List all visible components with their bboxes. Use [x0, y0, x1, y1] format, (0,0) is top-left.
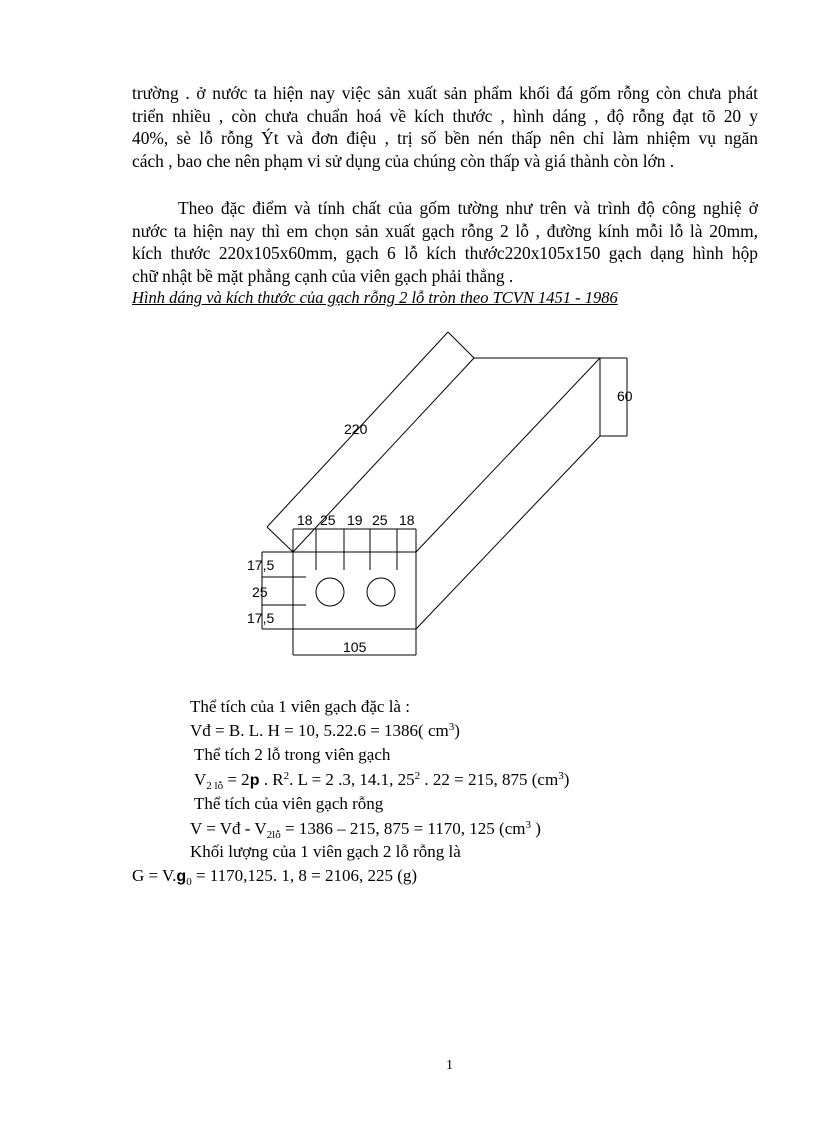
- calc-text: ): [530, 819, 541, 838]
- label-105: 105: [343, 639, 367, 655]
- gamma-symbol: g: [176, 868, 187, 885]
- label-side-dim: 17,5: [247, 610, 275, 626]
- calc-line-1: Thể tích của 1 viên gạch đặc là :: [190, 697, 410, 716]
- label-top-dim: 18: [399, 512, 415, 528]
- paragraph-2-line: Theo đặc điểm và tính chất của gốm tường như trên và trình độ công nghiệ ở: [178, 198, 758, 218]
- brick-front-face: [293, 552, 416, 629]
- label-top-dim: 25: [320, 512, 336, 528]
- label-top-dim: 19: [347, 512, 363, 528]
- calc-text: = 1170,125. 1, 8 = 2106, 225 (g): [191, 866, 418, 885]
- hole-right: [367, 578, 395, 606]
- figure-caption: Hình dáng và kích thước của gạch rỗng 2 lỗ tròn theo TCVN 1451 - 1986: [132, 288, 618, 307]
- label-60: 60: [617, 388, 633, 404]
- paragraph-2-line: chữ nhật bề mặt phẳng cạnh của viên gạch phải thẳng .: [132, 265, 514, 286]
- paragraph-1-line: cách , bao che nên phạm vi sử dụng của chúng còn thấp và giá thành còn lớn .: [132, 150, 675, 171]
- dim-220-ext-back: [448, 332, 474, 358]
- label-side-dim: 25: [252, 584, 268, 600]
- calc-text: Vđ = B. L. H = 10, 5.22.6 = 1386( cm: [190, 721, 449, 740]
- calc-text: ): [563, 770, 570, 789]
- calc-line-7: Khối lượng của 1 viên gạch 2 lỗ rỗng là: [190, 842, 461, 861]
- superscript: 3: [525, 819, 531, 831]
- paragraph-2-line: nước ta hiện nay thì em chọn sản xuất gạch rỗng 2 lỗ , đường kính mỗi lỗ là 20mm,: [132, 220, 758, 241]
- calc-line-8: [132, 864, 417, 889]
- calc-text: ): [454, 721, 460, 740]
- label-top-dim: 18: [297, 512, 313, 528]
- label-top-dim: 25: [372, 512, 388, 528]
- superscript: 2: [414, 770, 421, 782]
- calc-text: V: [194, 770, 207, 789]
- calc-line-4: [194, 768, 569, 793]
- superscript: 3: [558, 770, 564, 782]
- subscript: 2lỗ: [266, 829, 281, 841]
- calc-line-5: Thể tích của viên gạch rỗng: [194, 794, 384, 813]
- calc-line-3: Thể tích 2 lỗ trong viên gạch: [194, 745, 391, 764]
- paragraph-1-line: trường . ở nước ta hiện nay việc sản xuất sản phẩm khối đá gốm rỗng còn chưa phát: [132, 83, 758, 103]
- page-number: 1: [446, 1058, 453, 1073]
- paragraph-2-line: kích thước 220x105x60mm, gạch 6 lỗ kích thước220x105x150 gạch dạng hình hộp: [132, 243, 758, 263]
- dim-220-ext-front: [267, 527, 293, 552]
- calc-text: G = V.: [132, 866, 177, 885]
- subscript: 0: [186, 876, 192, 888]
- pi-symbol: p: [249, 772, 260, 789]
- paragraph-1-line: 40%, sè lỗ rỗng Ýt và đơn điệu , trị số bền nén thấp nên chỉ làm nhiệm vụ ngăn: [132, 128, 758, 148]
- superscript: 2: [283, 770, 290, 782]
- calc-text: = 2: [223, 770, 250, 789]
- calc-text: . L = 2 .3, 14.1, 25: [289, 770, 415, 789]
- calc-text: . 22 = 215, 875 (cm: [420, 770, 559, 789]
- top-edge-right: [416, 358, 600, 552]
- calc-line-2: [190, 719, 460, 743]
- subscript: 2 lỗ: [206, 780, 224, 792]
- superscript: 3: [448, 721, 455, 733]
- label-220: 220: [344, 421, 368, 437]
- label-side-dim: 17,5: [247, 557, 275, 573]
- hole-left: [316, 578, 344, 606]
- calc-text: = 1386 – 215, 875 = 1170, 125 (cm: [280, 819, 526, 838]
- paragraph-1-line: triển nhiều , còn chưa chuẩn hoá về kích thước , hình dáng , độ rỗng đạt tõ 20 y: [132, 105, 758, 126]
- side-edge-bottom: [416, 436, 600, 629]
- calc-text: . R: [259, 770, 284, 789]
- calc-text: V = Vđ - V: [190, 819, 267, 838]
- calc-line-6: [190, 817, 541, 841]
